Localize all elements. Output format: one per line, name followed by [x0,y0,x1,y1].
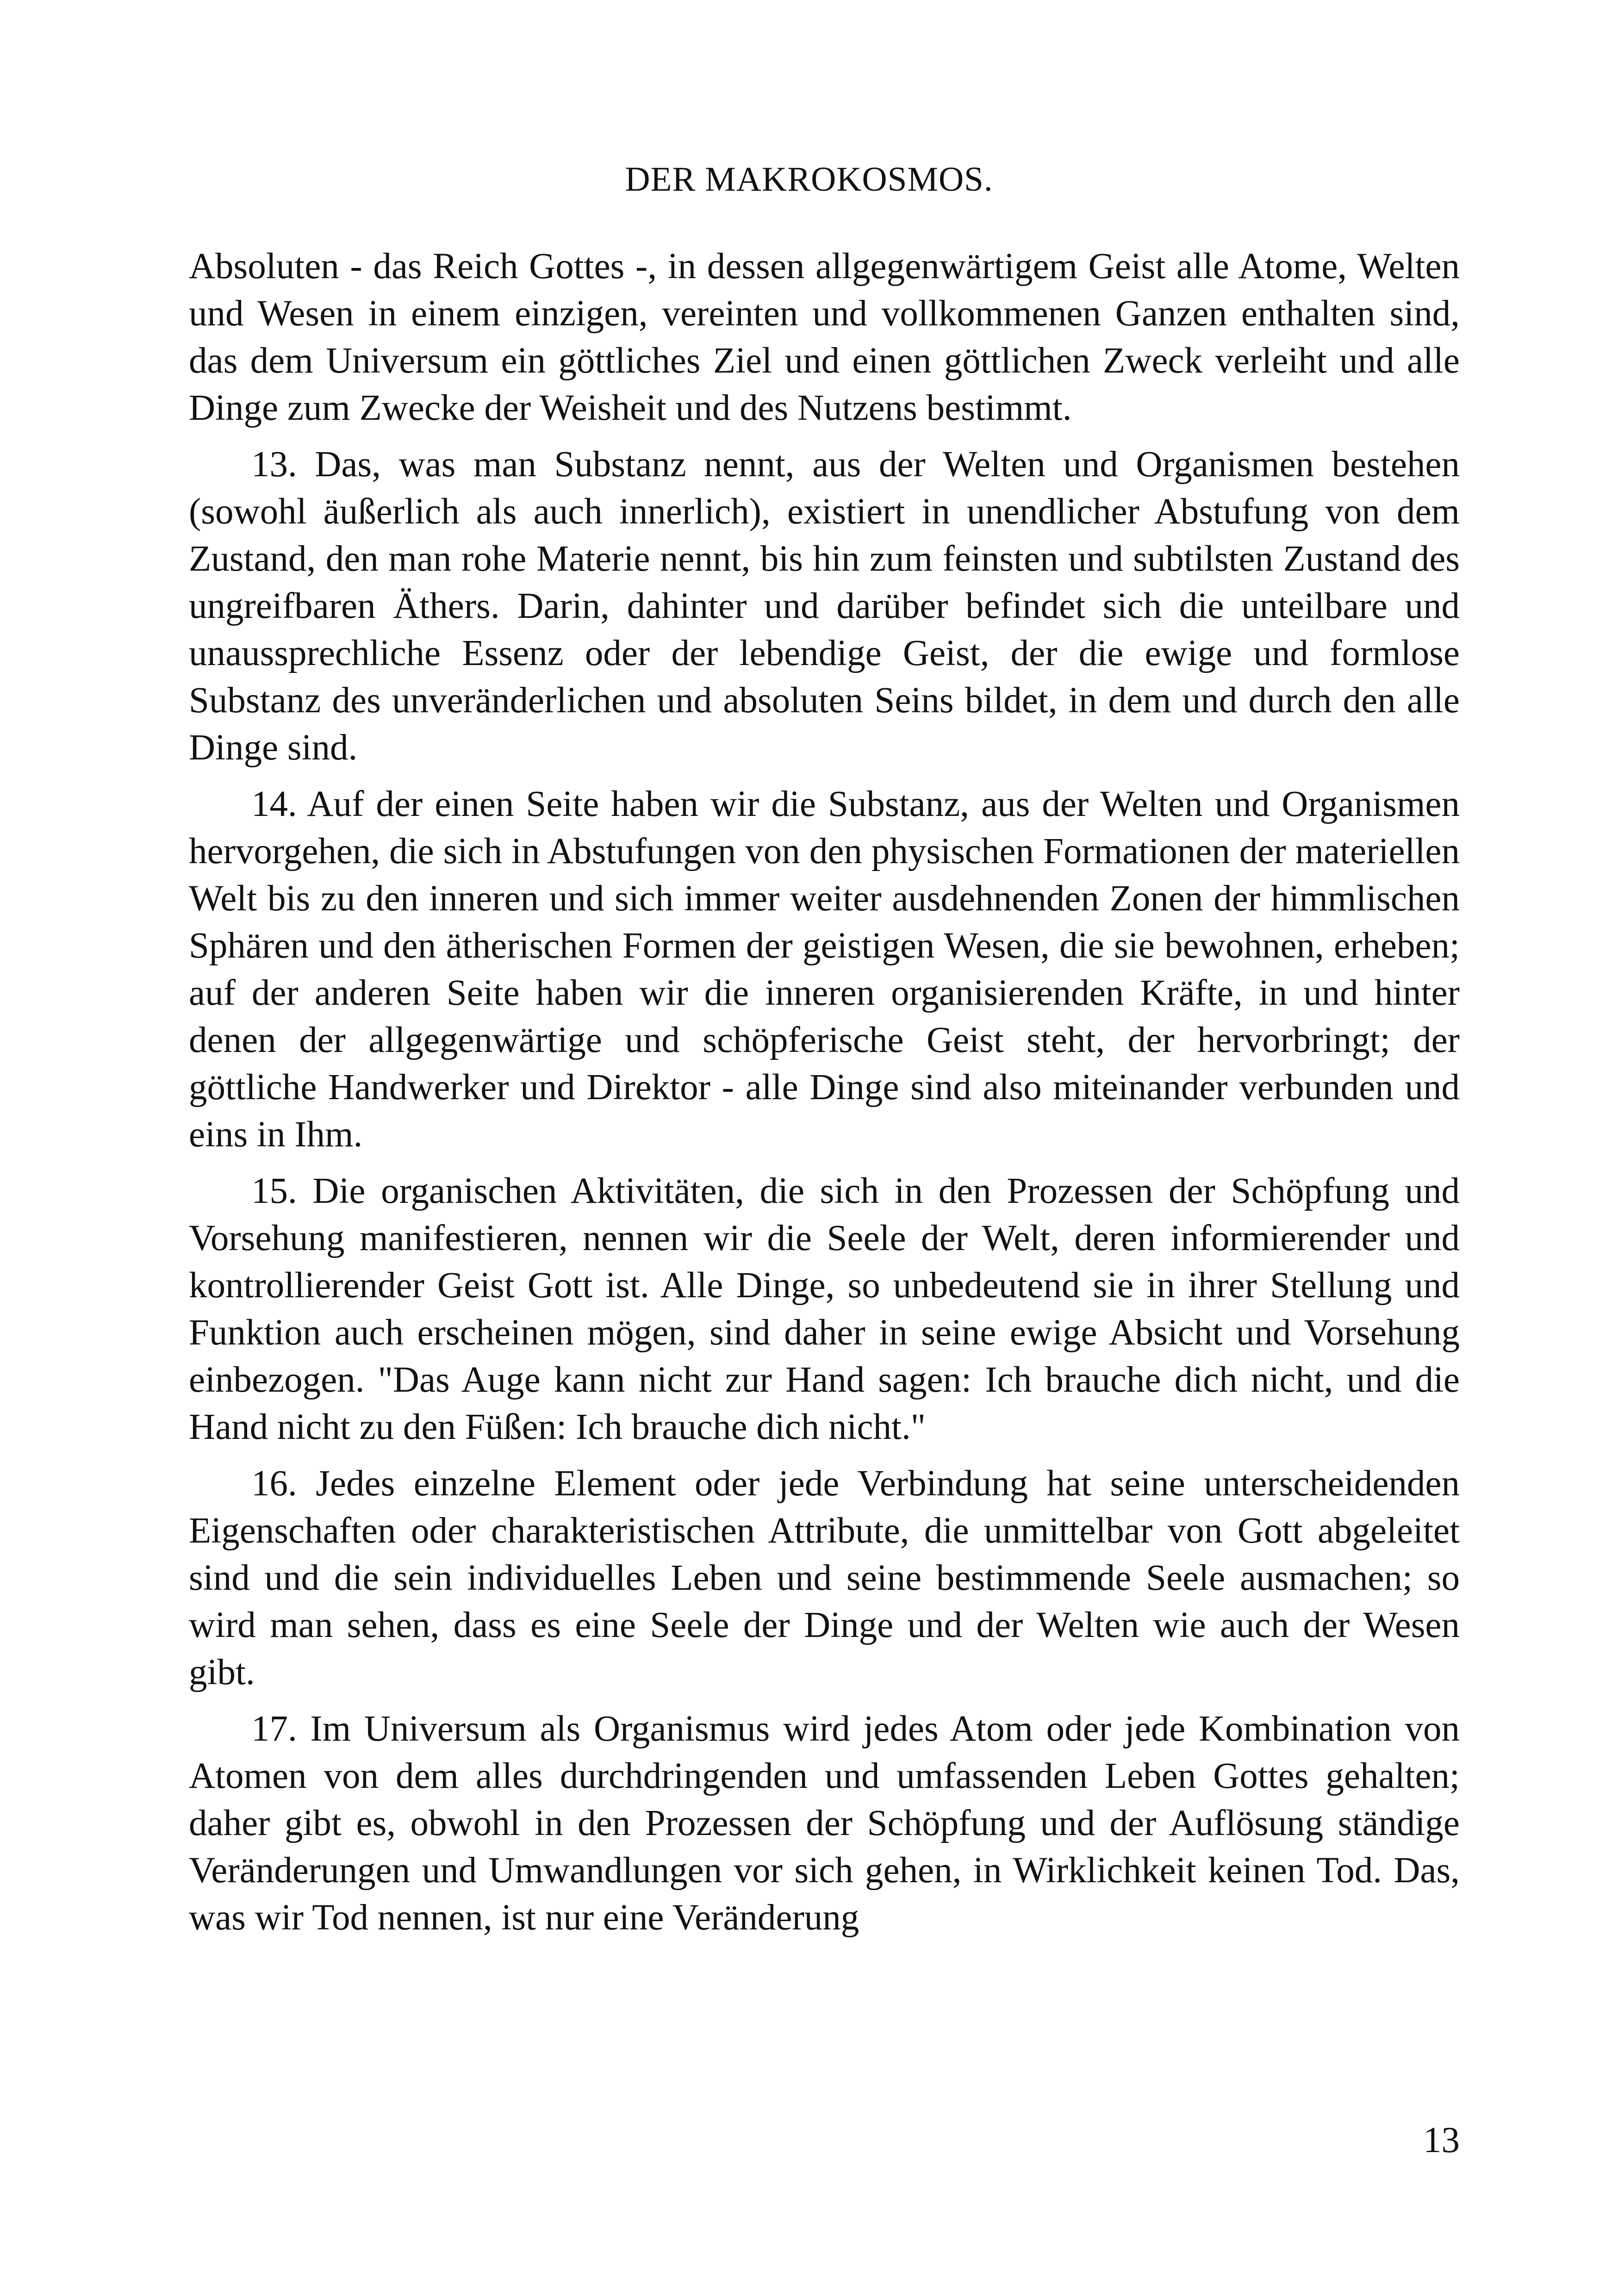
paragraph-17: 17. Im Universum als Organismus wird jedes Atom oder jede Kombination von Atomen von dem alles durchdringenden und umfassenden Leben Gottes gehalten; daher gibt es, obwohl in den Prozessen der Schöpfung und der Auflösung ständige Veränderungen und Umwandlungen vor sich gehen, in Wirklichkeit keinen Tod. Das, was wir Tod nennen, ist nur eine Veränderung [189,1709,1460,1938]
paragraph-14: 14. Auf der einen Seite haben wir die Substanz, aus der Welten und Organismen hervorgehen, die sich in Abstufungen von den physischen Formationen der materiellen Welt bis zu den inneren und sich immer weiter ausdehnenden Zonen der himmlischen Sphären und den ätherischen Formen der geistigen Wesen, die sie bewohnen, erheben; auf der anderen Seite haben wir die inneren organisierenden Kräfte, in und hinter denen der allgegenwärtige und schöpferische Geist steht, der hervorbringt; der göttliche Handwerker und Direktor - alle Dinge sind also miteinander verbunden und eins in Ihm. [189,784,1460,1155]
paragraph-continuation: Absoluten - das Reich Gottes -, in dessen allgegenwärtigem Geist alle Atome, Welten und Wesen in einem einzigen, vereinten und vollkommenen Ganzen enthalten sind, das dem Universum ein göttliches Ziel und einen göttlichen Zweck verleiht und alle Dinge zum Zwecke der Weisheit und des Nutzens bestimmt. [189,246,1460,428]
body-text [189,243,1460,1941]
page-number: 13 [1423,2120,1460,2160]
paragraph-15: 15. Die organischen Aktivitäten, die sich in den Prozessen der Schöpfung und Vorsehung manifestieren, nennen wir die Seele der Welt, deren informierender und kontrollierender Geist Gott ist. Alle Dinge, so unbedeutend sie in ihrer Stellung und Funktion auch erscheinen mögen, sind daher in seine ewige Absicht und Vorsehung einbezogen. "Das Auge kann nicht zur Hand sagen: Ich brauche dich nicht, und die Hand nicht zu den Füßen: Ich brauche dich nicht." [189,1171,1460,1447]
paragraph-16: 16. Jedes einzelne Element oder jede Verbindung hat seine unterscheidenden Eigenschaften oder charakteristischen Attribute, die unmittelbar von Gott abgeleitet sind und die sein individuelles Leben und seine bestimmende Seele ausmachen; so wird man sehen, dass es eine Seele der Dinge und der Welten wie auch der Wesen gibt. [189,1463,1460,1692]
paragraph-13: 13. Das, was man Substanz nennt, aus der Welten und Organismen bestehen (sowohl äußerlich als auch innerlich), existiert in unendlicher Abstufung von dem Zustand, den man rohe Materie nennt, bis hin zum feinsten und subtilsten Zustand des ungreifbaren Äthers. Darin, dahinter und darüber befindet sich die unteilbare und unaussprechliche Essenz oder der lebendige Geist, der die ewige und formlose Substanz des unveränderlichen und absoluten Seins bildet, in dem und durch den alle Dinge sind. [189,444,1460,768]
running-head: DER MAKROKOSMOS. [625,160,993,199]
